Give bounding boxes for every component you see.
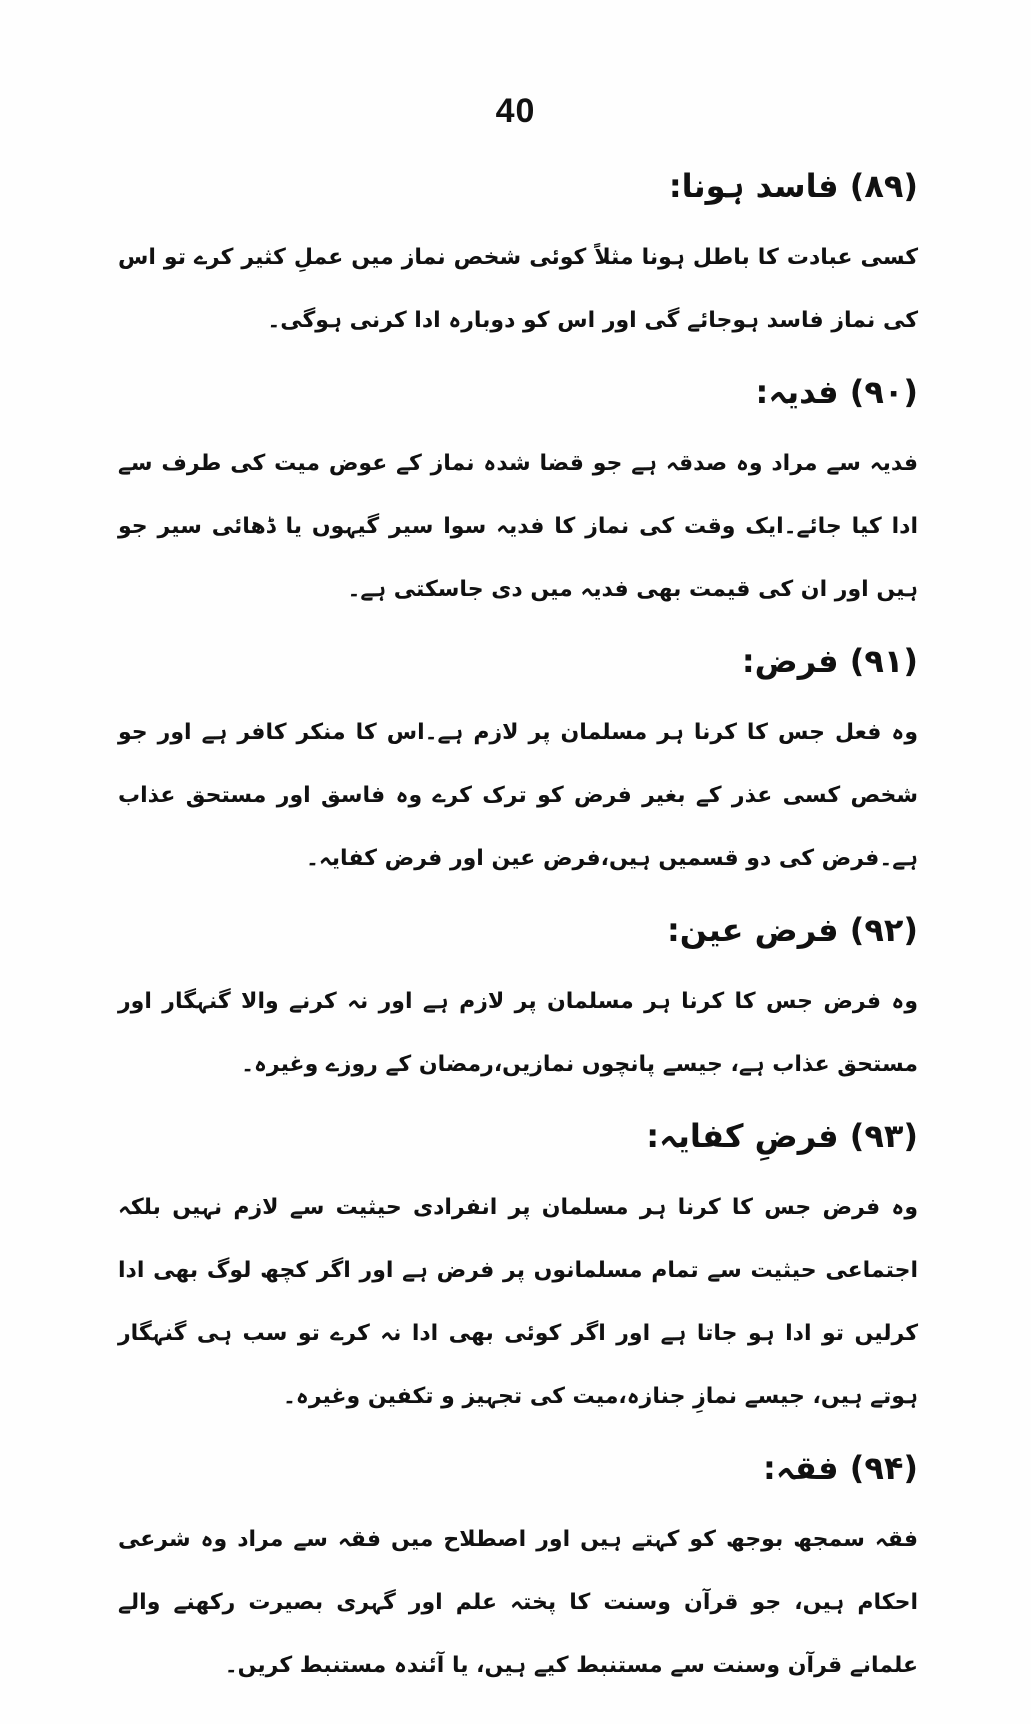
entry-heading: (۹۳) فرضِ کفایہ: xyxy=(646,1117,918,1155)
entry-heading: (۹۴) فقہ: xyxy=(763,1449,918,1487)
entry-body: فدیہ سے مراد وہ صدقہ ہے جو قضا شدہ نماز کے عوض میت کی طرف سے ادا کیا جائے۔ایک وقت کی نماز کا فدیہ سوا سیر گیہوں یا ڈھائی سیر جو ہیں اور ان کی قیمت بھی فدیہ میں دی جاسکتی ہے۔ xyxy=(118,451,918,602)
entry-body: وہ فرض جس کا کرنا ہر مسلمان پر لازم ہے اور نہ کرنے والا گنہگار اور مستحق عذاب ہے، جیسے پانچوں نمازیں،رمضان کے روزے وغیرہ۔ xyxy=(118,989,918,1077)
entry-fasid-hona xyxy=(118,160,918,352)
entry-heading: (۹۰) فدیہ: xyxy=(755,373,918,411)
entry-fidya xyxy=(118,366,918,621)
glossary-content xyxy=(118,160,918,1711)
entry-heading: (۹۲) فرض عین: xyxy=(666,911,918,949)
page-number: 40 xyxy=(495,92,536,130)
entry-farz-kifaya xyxy=(118,1110,918,1428)
entry-heading: (۸۹) فاسد ہونا: xyxy=(668,167,918,205)
entry-farz-ain xyxy=(118,904,918,1096)
entry-body: فقہ سمجھ بوجھ کو کہتے ہیں اور اصطلاح میں فقہ سے مراد وہ شرعی احکام ہیں، جو قرآن وسنت کا پختہ علم اور گہری بصیرت رکھنے والے علمانے قرآن وسنت سے مستنبط کیے ہیں، یا آئندہ مستنبط کریں۔ xyxy=(118,1527,918,1678)
entry-body: وہ فرض جس کا کرنا ہر مسلمان پر انفرادی حیثیت سے لازم نہیں بلکہ اجتماعی حیثیت سے تمام مسلمانوں پر فرض ہے اور اگر کچھ لوگ بھی ادا کرلیں تو ادا ہو جاتا ہے اور اگر کوئی بھی ادا نہ کرے تو سب ہی گنہگار ہوتے ہیں، جیسے نمازِ جنازہ،میت کی تجہیز و تکفین وغیرہ۔ xyxy=(118,1195,918,1409)
entry-body: وہ فعل جس کا کرنا ہر مسلمان پر لازم ہے۔اس کا منکر کافر ہے اور جو شخص کسی عذر کے بغیر فرض کو ترک کرے وہ فاسق اور مستحق عذاب ہے۔فرض کی دو قسمیں ہیں،فرض عین اور فرض کفایہ۔ xyxy=(118,720,918,871)
entry-body: کسی عبادت کا باطل ہونا مثلاً کوئی شخص نماز میں عملِ کثیر کرے تو اس کی نماز فاسد ہوجائے گی اور اس کو دوبارہ ادا کرنی ہوگی۔ xyxy=(118,245,918,333)
entry-fiqh xyxy=(118,1442,918,1697)
entry-heading: (۹۱) فرض: xyxy=(741,642,918,680)
entry-farz xyxy=(118,635,918,890)
